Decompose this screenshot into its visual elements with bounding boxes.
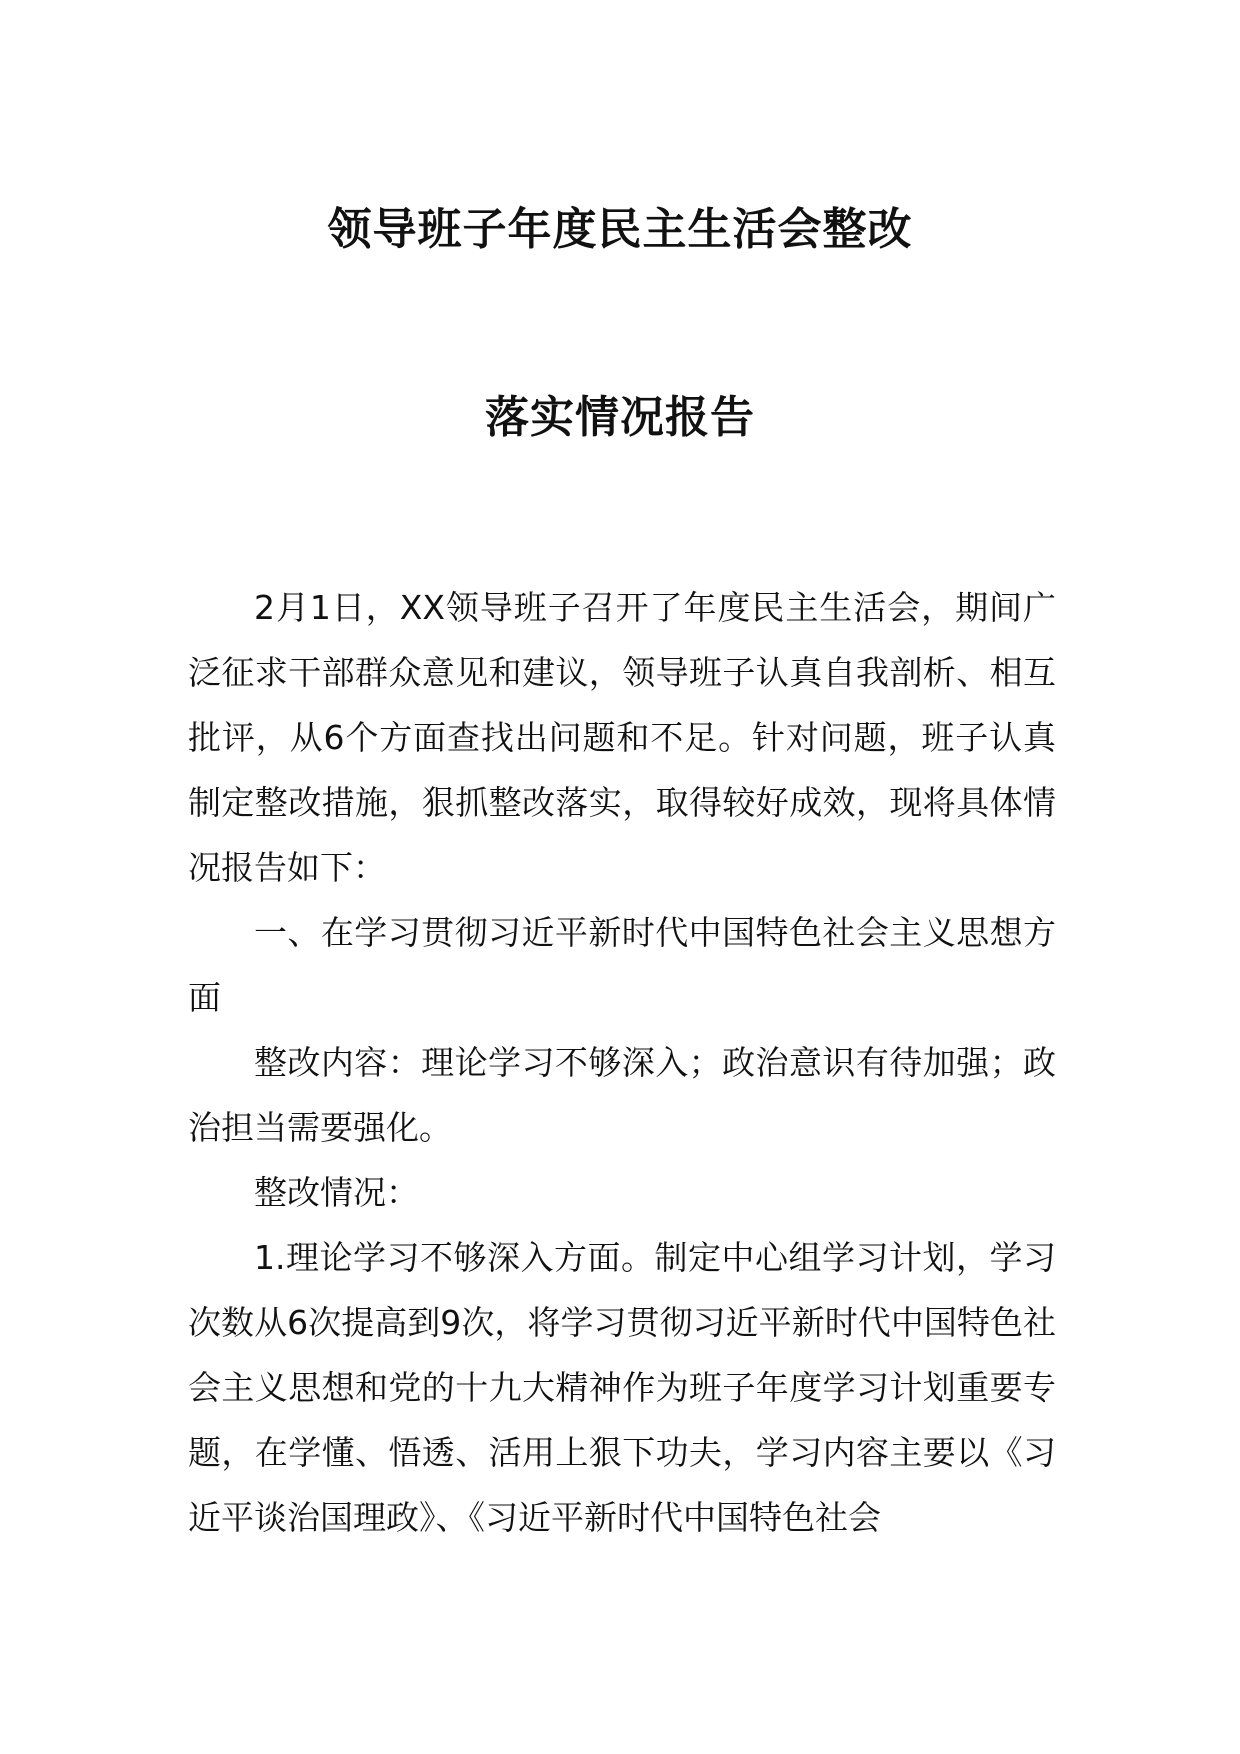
paragraph-rectification-status-label: 整改情况： [254,1173,419,1212]
section-heading-1: 一、在学习贯彻习近平新时代中国特色社会主义思想方面 [188,913,1056,1017]
document-title-line-1: 领导班子年度民主生活会整改 [327,204,913,255]
paragraph-intro: 2月1日，XX领导班子召开了年度民主生活会，期间广泛征求干部群众意见和建议，领导班子认真自我剖析、相互批评，从6个方面查找出问题和不足。针对问题，班子认真制定整改措施，狠抓整改落实，取得较好成效，现将具体情况报告如下： [188,588,1056,887]
document-body [188,575,1056,1550]
paragraph-item-1: 1.理论学习不够深入方面。制定中心组学习计划，学习次数从6次提高到9次，将学习贯彻习近平新时代中国特色社会主义思想和党的十九大精神作为班子年度学习计划重要专题，在学懂、悟透、活用上狠下功夫，学习内容主要以《习近平谈治国理政》、《习近平新时代中国特色社会 [188,1238,1056,1537]
document-title-line-2: 落实情况报告 [485,392,755,443]
paragraph-rectification-content: 整改内容：理论学习不够深入；政治意识有待加强；政治担当需要强化。 [188,1043,1056,1147]
